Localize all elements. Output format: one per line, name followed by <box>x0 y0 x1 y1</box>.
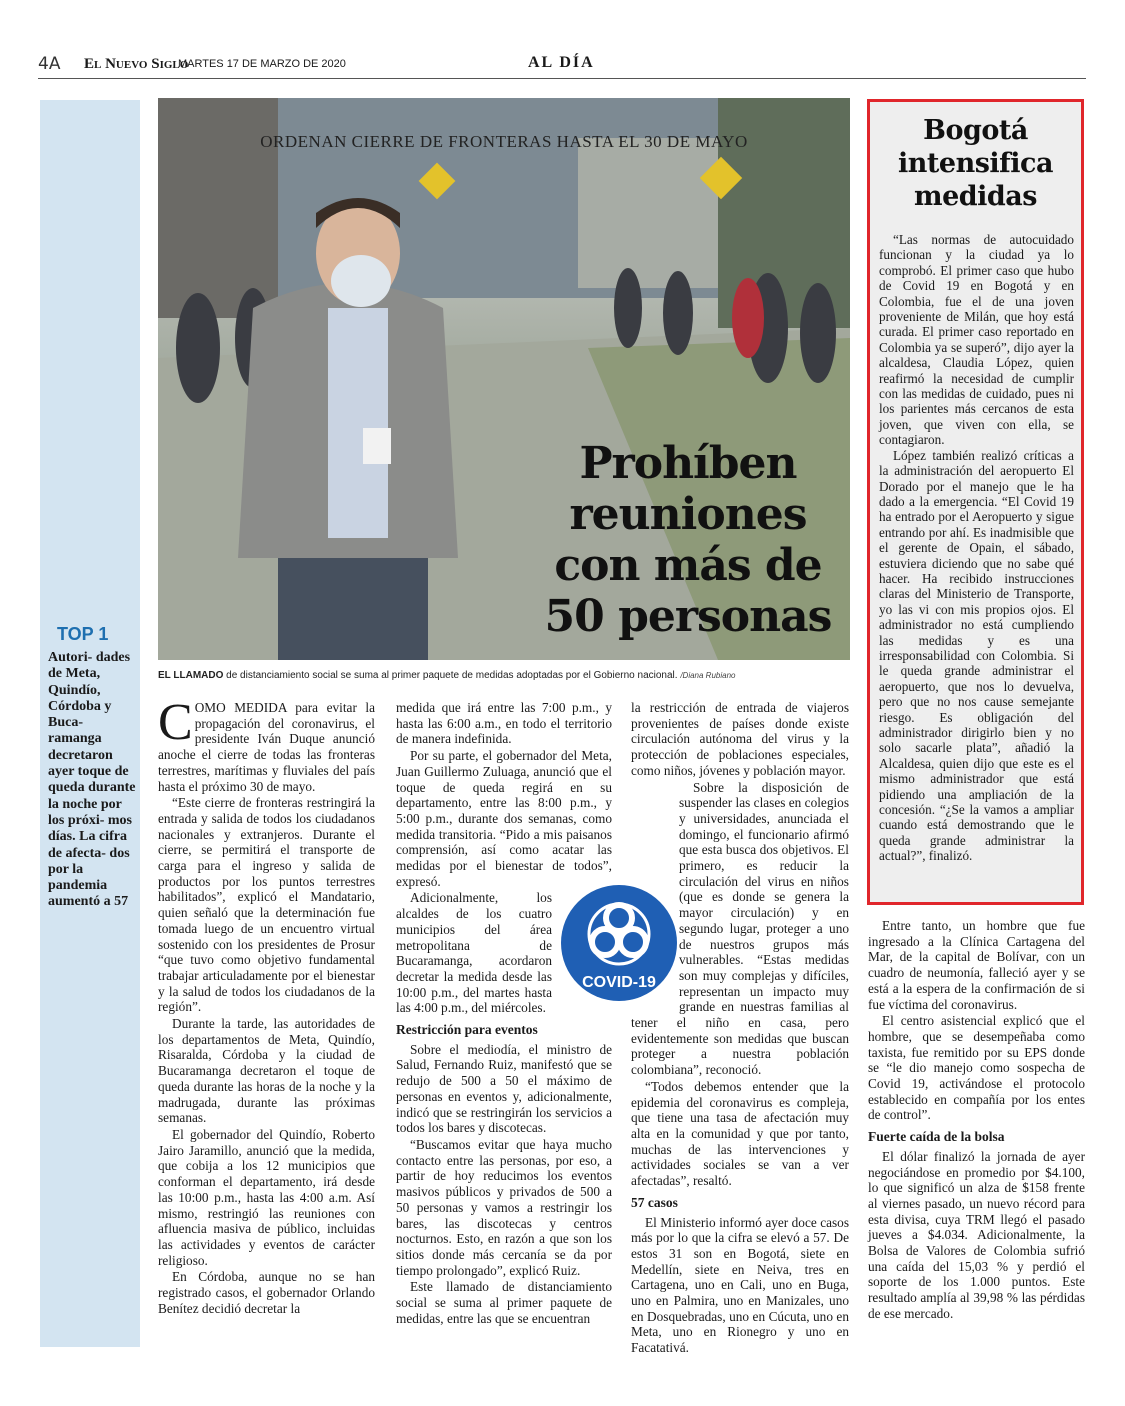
article-paragraph: El centro asistencial explicó que el hombre, que se desempeñaba como taxista, fue remitido por su EPS donde se “le dio manejo como sospecha de Covid 19, activándose el protocolo establecido en compañía por los entes de control”. <box>868 1013 1085 1123</box>
box-body <box>879 232 1074 864</box>
box-title: Bogotá intensifica medidas <box>898 115 1053 212</box>
article-paragraph: Este llamado de distanciamiento social se suma al primer paquete de medidas, entre las que se encuentran <box>396 1279 612 1326</box>
article-paragraph: Durante la tarde, las autoridades de los departamentos de Meta, Quindío, Risaralda, Córdoba y la ciudad de Bucaramanga decretaron el toque de queda durante las horas de la noche y la madrugada, durante las próximas semanas. <box>158 1016 375 1126</box>
box-paragraph: “Las normas de autocuidado funcionan y la ciudad ya lo comprobó. El primer caso que hubo de Covid 19 en Bogotá y en Colombia, fue el de una joven proveniente de Milán, que hoy está curada. El primer caso reportado en Colombia ya se superó”, dijo ayer la alcaldesa, Claudia López, quien reafirmó la necesidad de cumplir con las medidas de cuidado, pues ni los parientes más cercanos de esta joven, que viven con ella, se contagiaron. <box>879 232 1074 448</box>
article-paragraph: Sobre el mediodía, el ministro de Salud, Fernando Ruiz, manifestó que se redujo de 500 a 50 el máximo de personas en eventos y, adicionalmente, indicó que se restringirán los servicios a todos los bares y discotecas. <box>396 1041 612 1136</box>
drop-cap: C <box>158 694 193 751</box>
page-number: 4A <box>38 54 61 74</box>
article-paragraph: El gobernador del Quindío, Roberto Jairo Jaramillo, anunció que la medida, que cobija a los 12 municipios que conforman el departamento, irá desde las 10:00 p.m., hasta las 4:00 a.m. Así mismo, restringió las reuniones con afluencia masiva de público, incluidas las actividades y eventos de carácter religioso. <box>158 1126 375 1268</box>
article-paragraph: la restricción de entrada de viajeros provenientes de países donde existe circulación autónoma del virus y la protección de poblaciones especiales, como niños, jóvenes y población mayor. <box>631 700 849 778</box>
article-paragraph: El dólar finalizó la jornada de ayer negociándose en promedio por $4.100, lo que significó un alza de $158 frente al viernes pasado, un nuevo récord para esta divisa, cuya TRM llegó el pasado jueves a $4.034. Adicionalmente, la Bolsa de Valores de Colombia sufrió una caída del 15,03 % y perdió el soporte de los 1.000 puntos. Este resultado amplía al 39,98 % las pérdidas de ese mercado. <box>868 1148 1085 1321</box>
newspaper-name: El Nuevo Siglo <box>84 56 189 72</box>
issue-date: MARTES 17 DE MARZO DE 2020 <box>178 58 346 70</box>
top1-text: Autori- dades de Meta, Quindío, Córdoba y Buca- ramanga decretaron ayer toque de queda durante la noche por los próxi- mos días. La cifra de afecta- dos por la pandemia aumentó a 57 <box>48 650 136 910</box>
article-paragraph: “Este cierre de fronteras restringirá la entrada y salida de todos los ciudadanos nacionales y extranjeros. Durante el cierre, se permitirá el transporte de carga para el ingreso y salida de productos por los puntos terrestres habilitados”, explicó el Mandatario, quien señaló que la determinación fue tomada luego de un encuentro virtual sostenido con los presidentes de Prosur “que tuvo como objetivo fundamental trabajar articuladamente por el bienestar y la salud de todos los ciudadanos de la región”. <box>158 795 375 1015</box>
article-paragraph: En Córdoba, aunque no se han registrado casos, el gobernador Orlando Benítez decidió decretar la <box>158 1269 375 1316</box>
article-paragraph: medida que irá entre las 7:00 p.m., y hasta las 6:00 a.m., en todo el territorio de manera indefinida. <box>396 700 612 747</box>
article-column-4 <box>868 918 1085 1323</box>
subhead-market: Fuerte caída de la bolsa <box>868 1129 1005 1145</box>
article-paragraph: Adicionalmente, los alcaldes de los cuatro municipios del área metropolitana de Bucaramanga, acordaron decretar la medida desde las 10:00 p.m., del martes hasta las 4:00 p.m., del miércoles. <box>396 890 552 1016</box>
caption-text: de distanciamiento social se suma al primer paquete de medidas adoptadas por el Gobierno nacional. <box>226 670 678 681</box>
sidebar-article-box <box>867 99 1084 905</box>
section-name: AL DÍA <box>528 54 595 71</box>
article-paragraph: Por su parte, el gobernador del Meta, Juan Guillermo Zuluaga, anunció que el toque de queda regirá en su departamento, entre las 8:00 p.m., y 5:00 p.m., durante dos semanas, como medida transitoria. “Pido a mis paisanos comprensión, así como acatar las medidas por el bienestar de todos”, expresó. <box>396 748 612 889</box>
top1-title: TOP 1 <box>57 624 109 644</box>
article-paragraph: “Todos debemos entender que la epidemia del coronavirus es compleja, que tiene una tasa de afectación muy alta en la comunidad y que por tanto, muchas de las intervenciones y actividades sociales se van a ver afectadas”, resaltó. <box>631 1078 849 1189</box>
subhead-events: Restricción para eventos <box>396 1022 538 1038</box>
article-column-3 <box>631 700 849 1357</box>
caption-lead: EL LLAMADO <box>158 670 224 681</box>
badge-label: COVID-19 <box>582 974 656 991</box>
article-paragraph: Sobre la disposición de suspender las clases en colegios y universidades, anunciada el domingo, el funcionario afirmó que esta busca dos objetivos. El primero, es reducir la circulación del virus en niños (que es donde se genera la mayor circulación) y en segundo lugar, proteger a uno de nuestros grupos más vulnerables. “Estas medidas son muy complejas y difíciles, representan un impacto muy grande en nuestras familias al tener el niño en casa, pero evidentemente son medidas que buscan proteger a nuestra población colombiana”, reconoció. <box>631 779 849 1078</box>
kicker: ORDENAN CIERRE DE FRONTERAS HASTA EL 30 DE MAYO <box>260 132 748 151</box>
box-paragraph: López también realizó críticas a la administración del aeropuerto El Dorado por el manejo que le ha dado a la emergencia. “El Covid 19 ha entrado por el Aeropuerto y sigue entrando por ahí. Es inadmisible que el gerente de Opain, el sábado, estuviera diciendo que no sabe qué hacer. Ha recibido instrucciones claras del Ministerio de Transporte, yo las vi con mis propios ojos. El administrador no está cumpliendo las medidas y es una irresponsabilidad con Colombia. Si le queda grande administrar el aeropuerto, que nos lo devuelva, pero que no nos cause semejante riesgo. Es obligación del administrador dirigirlo bien y no solo sacarle plata”, añadió la Alcaldesa, quien dijo que este es el mismo administrador que está pidiendo una ampliación de la concesión. “¿Se la vamos a ampliar cuando está demostrando que le queda grande administrar la actual?”, finalizó. <box>879 447 1074 864</box>
article-paragraph: El Ministerio informó ayer doce casos más por lo que la cifra se elevó a 57. De estos 31 son en Bogotá, siete en Medellín, siete en Neiva, tres en Cartagena, uno en Cali, uno en Buga, uno en Palmira, uno en Manizales, uno en Dosquebradas, uno en Cúcuta, uno en Meta, uno en Rionegro y uno en Facatativá. <box>631 1214 849 1356</box>
covid-biohazard-icon <box>560 884 678 1002</box>
photo-credit: /Diana Rubiano <box>680 671 736 680</box>
article-paragraph: “Buscamos evitar que haya mucho contacto entre las personas, por eso, a partir de hoy reducimos los eventos masivos públicos y privados de 500 a 50 personas y vamos a restringir los bares, las discotecas y centros nocturnos. Esto, en razón a que son los sitios donde más cercanía se da por tiempo prolongado”, explicó Ruiz. <box>396 1136 612 1278</box>
article-paragraph: COMO MEDIDA para evitar la propagación del coronavirus, el presidente Iván Duque anunció anoche el cierre de todas las fronteras terrestres, marítimas y fluviales del país hasta el próximo 30 de mayo. <box>158 694 375 794</box>
lead-photo <box>158 98 850 660</box>
article-column-1 <box>158 694 375 1317</box>
photo-caption <box>158 670 850 681</box>
page-header <box>38 54 1086 79</box>
headline: Prohíben reuniones con más de 50 personas <box>544 438 832 642</box>
article-column-2 <box>396 700 612 1327</box>
subhead-cases: 57 casos <box>631 1194 678 1210</box>
article-paragraph: Entre tanto, un hombre que fue ingresado a la Clínica Cartagena del Mar, de la capital de Bolívar, con un cuadro de neumonía, falleció ayer y se está a la espera de la confirmación de si fue víctima del coronavirus. <box>868 918 1085 1012</box>
